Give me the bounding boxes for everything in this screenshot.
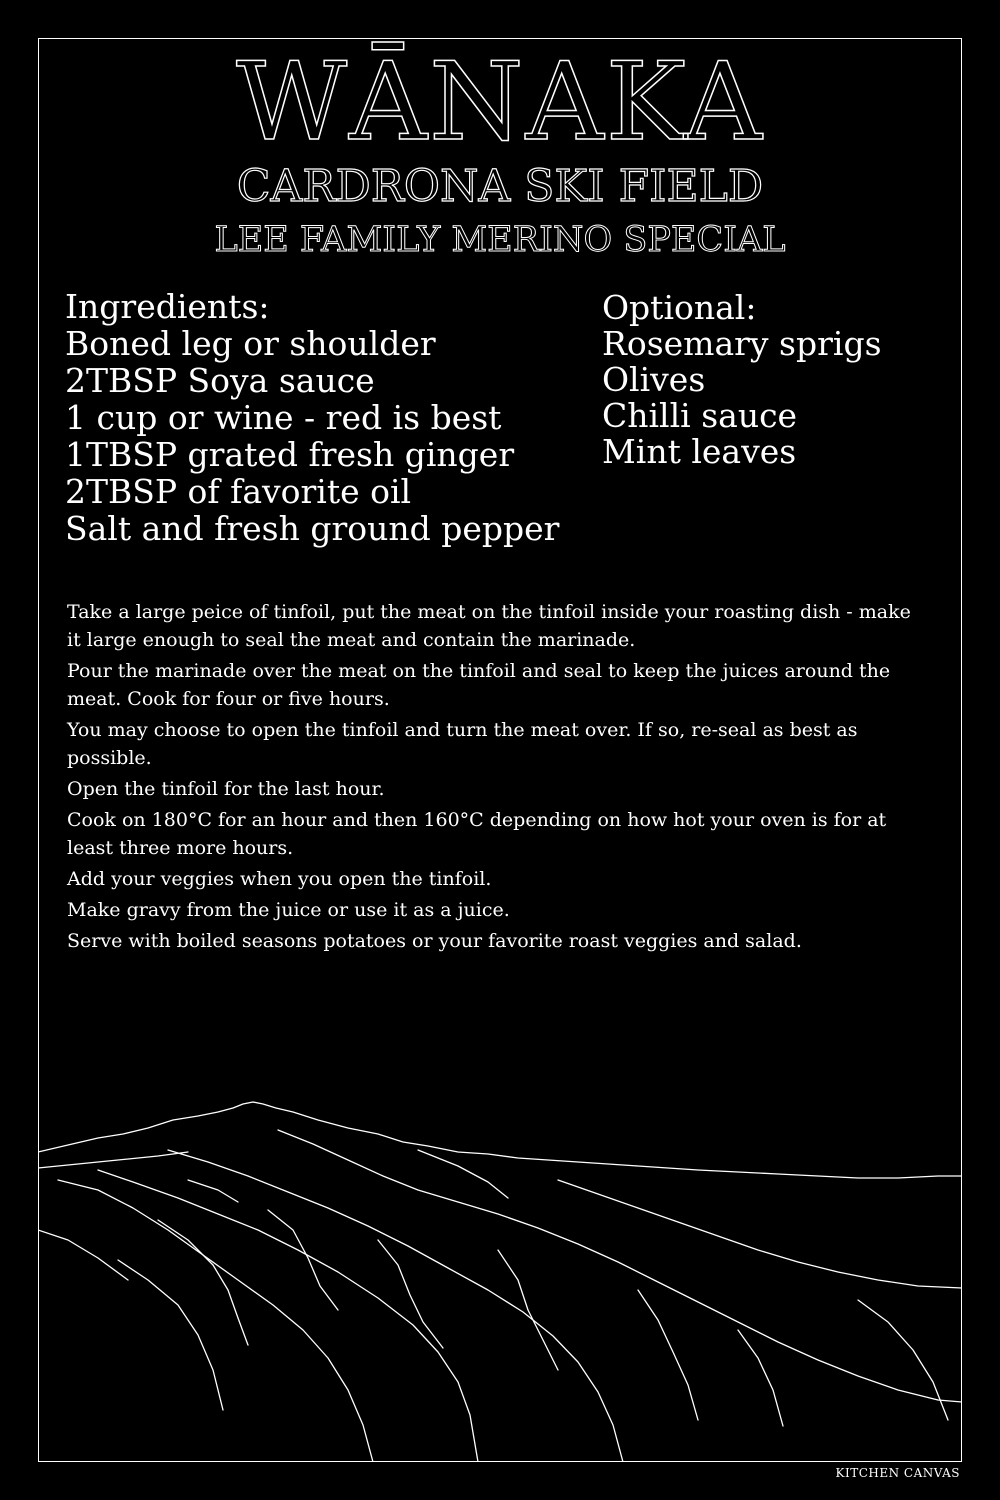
ingredients-heading: Ingredients: (65, 287, 270, 326)
method-step: Make gravy from the juice or use it as a juice. (67, 899, 510, 921)
ingredient-item: Salt and fresh ground pepper (65, 509, 560, 548)
method-step: Serve with boiled seasons potatoes or your favorite roast veggies and salad. (67, 930, 802, 952)
optional-item: Chilli sauce (602, 396, 798, 435)
poster-subtitle: CARDRONA SKI FIELD (236, 161, 764, 212)
method-step: Pour the marinade over the meat on the tinfoil and seal to keep the juices around the meat. Cook for four or five hours. (67, 660, 891, 710)
method-steps (67, 598, 917, 958)
optional-item: Mint leaves (602, 432, 797, 471)
ingredient-item: 1 cup or wine - red is best (65, 398, 502, 437)
method-step: You may choose to open the tinfoil and turn the meat over. If so, re-seal as best as possible. (67, 719, 858, 769)
method-step: Add your veggies when you open the tinfoil. (67, 868, 492, 890)
optional-list (602, 290, 882, 470)
method-step: Take a large peice of tinfoil, put the meat on the tinfoil inside your roasting dish - make it large enough to seal the meat and contain the marinade. (67, 601, 911, 651)
optional-item: Rosemary sprigs (602, 324, 882, 363)
ingredient-item: 2TBSP of favorite oil (65, 472, 412, 511)
poster-credit: KITCHEN CANVAS (835, 1466, 960, 1480)
method-step: Open the tinfoil for the last hour. (67, 778, 385, 800)
recipe-name: LEE FAMILY MERINO SPECIAL (214, 220, 786, 260)
ingredient-item: 1TBSP grated fresh ginger (65, 435, 515, 474)
mountain-line-art (38, 1090, 962, 1462)
ingredient-item: Boned leg or shoulder (65, 324, 436, 363)
method-step: Cook on 180°C for an hour and then 160°C depending on how hot your oven is for at least three more hours. (67, 809, 887, 859)
ingredient-item: 2TBSP Soya sauce (65, 361, 375, 400)
poster-title: WĀNAKA (236, 40, 764, 165)
optional-item: Olives (602, 360, 706, 399)
optional-heading: Optional: (602, 288, 757, 327)
ingredients-list (65, 288, 559, 547)
